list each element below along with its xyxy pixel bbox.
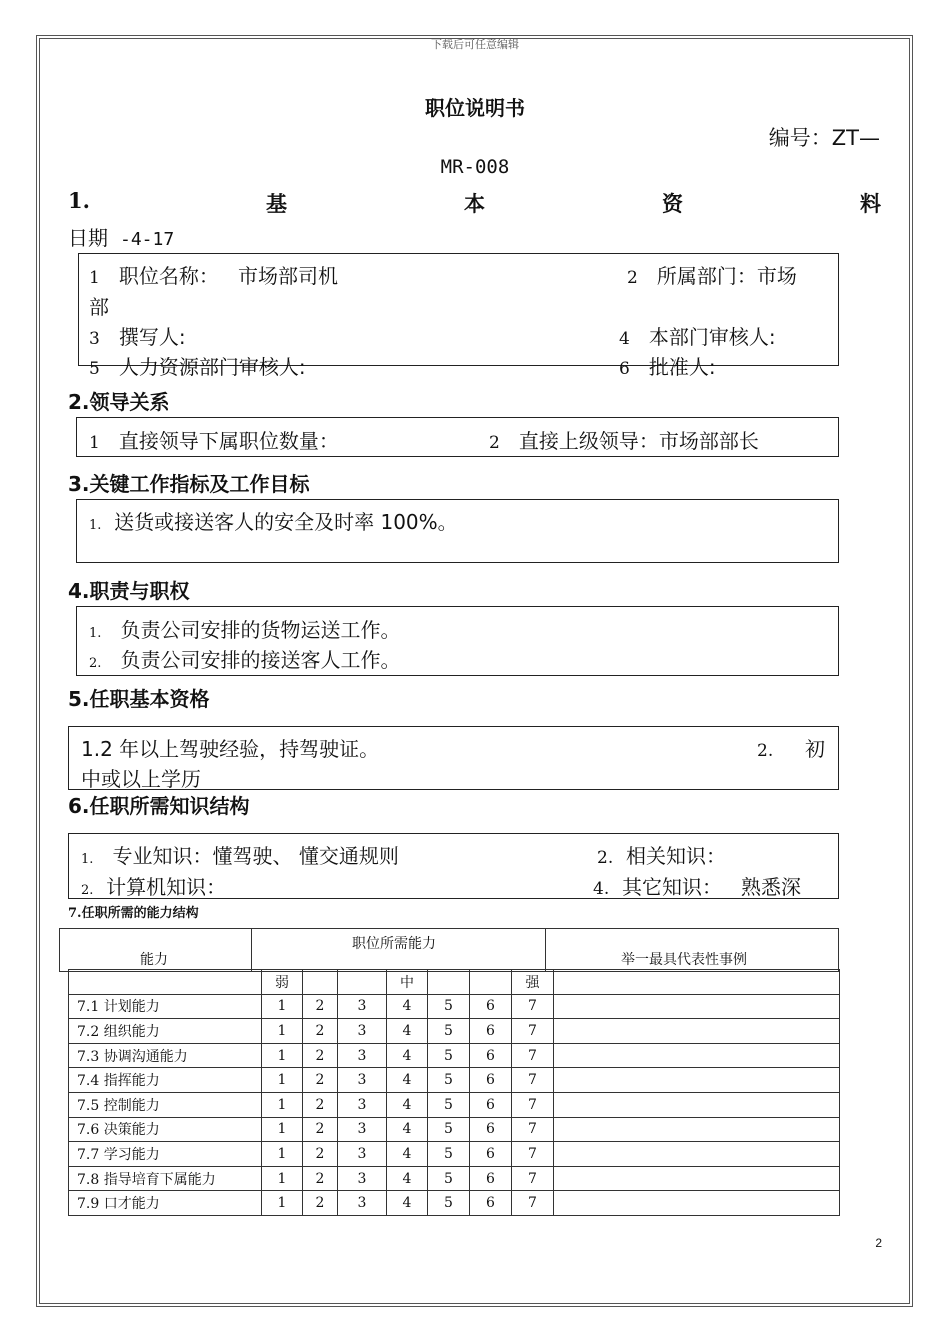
leadership-box xyxy=(76,417,839,457)
level-cell: 4 xyxy=(387,1191,428,1216)
scale-label xyxy=(338,970,387,995)
example-cell xyxy=(554,1191,840,1216)
example-cell xyxy=(554,1142,840,1167)
level-cell: 7 xyxy=(512,1166,554,1191)
section1-char-2: 本 xyxy=(464,192,485,216)
ability-name: 7.5 控制能力 xyxy=(69,1092,262,1117)
level-cell: 6 xyxy=(470,994,512,1019)
scale-label: 强 xyxy=(512,970,554,995)
level-cell: 7 xyxy=(512,1068,554,1093)
scale-label xyxy=(303,970,338,995)
level-cell: 5 xyxy=(428,1117,470,1142)
basic-item-6: 6 批准人: xyxy=(619,355,716,379)
level-cell: 4 xyxy=(387,1043,428,1068)
ability-row xyxy=(69,1043,840,1068)
level-cell: 2 xyxy=(303,994,338,1019)
qualification-item-2-cont: 中或以上学历 xyxy=(81,767,201,791)
level-cell: 1 xyxy=(262,1142,303,1167)
level-cell: 2 xyxy=(303,1117,338,1142)
document-title: 职位说明书 xyxy=(425,96,525,120)
qualification-item-2: 2. 初 xyxy=(757,737,826,761)
level-cell: 3 xyxy=(338,1068,387,1093)
level-cell: 1 xyxy=(262,1043,303,1068)
ability-name: 7.3 协调沟通能力 xyxy=(69,1043,262,1068)
level-cell: 2 xyxy=(303,1191,338,1216)
section1-char-3: 资 xyxy=(662,192,683,216)
example-cell xyxy=(554,1166,840,1191)
basic-item-1: 1 职位名称： 市场部司机 xyxy=(89,264,338,288)
level-cell: 2 xyxy=(303,1166,338,1191)
level-cell: 7 xyxy=(512,994,554,1019)
position-name-value: 市场部司机 xyxy=(237,264,338,288)
knowledge-item-1: 1. 专业知识：懂驾驶、 懂交通规则 xyxy=(81,844,399,868)
ability-name: 7.2 组织能力 xyxy=(69,1019,262,1044)
level-cell: 4 xyxy=(387,1092,428,1117)
section1-char-4: 料 xyxy=(860,192,881,216)
level-cell: 6 xyxy=(470,1092,512,1117)
ability-table xyxy=(68,969,840,1216)
level-cell: 2 xyxy=(303,1092,338,1117)
section1-char-1: 基 xyxy=(266,192,287,216)
basic-info-box xyxy=(78,253,839,379)
level-cell: 5 xyxy=(428,1043,470,1068)
level-cell: 4 xyxy=(387,1166,428,1191)
ability-header-label: 能力 xyxy=(140,952,168,968)
required-header-cell xyxy=(251,928,546,972)
level-cell: 6 xyxy=(470,1068,512,1093)
level-cell: 4 xyxy=(387,1068,428,1093)
level-cell: 6 xyxy=(470,1043,512,1068)
level-cell: 4 xyxy=(387,1142,428,1167)
level-cell: 2 xyxy=(303,1043,338,1068)
example-cell xyxy=(554,1043,840,1068)
date-value: -4-17 xyxy=(120,229,175,250)
level-cell: 6 xyxy=(470,1019,512,1044)
scale-row xyxy=(69,970,840,995)
ability-name: 7.9 口才能力 xyxy=(69,1191,262,1216)
level-cell: 6 xyxy=(470,1166,512,1191)
date-row xyxy=(68,222,174,251)
knowledge-box xyxy=(68,833,839,899)
level-cell: 5 xyxy=(428,1166,470,1191)
qualification-box xyxy=(68,726,839,790)
basic-item-2-cont: 部 xyxy=(89,295,109,319)
watermark-text: 下载后可任意编辑 xyxy=(431,38,519,51)
level-cell: 5 xyxy=(428,1191,470,1216)
level-cell: 2 xyxy=(303,1068,338,1093)
ability-row xyxy=(69,1166,840,1191)
ability-row xyxy=(69,1191,840,1216)
level-cell: 7 xyxy=(512,1092,554,1117)
leadership-item-1: 1 直接领导下属职位数量： xyxy=(89,429,339,453)
ability-name: 7.7 学习能力 xyxy=(69,1142,262,1167)
level-cell: 1 xyxy=(262,1019,303,1044)
scale-label xyxy=(428,970,470,995)
document-code-label: 编号：ZT— xyxy=(768,126,880,150)
example-cell xyxy=(554,1092,840,1117)
example-header-label: 举一最具代表性事例 xyxy=(621,952,747,968)
basic-item-3: 3 撰写人: xyxy=(89,325,186,349)
duty-item: 1. 负责公司安排的货物运送工作。 xyxy=(89,618,401,642)
level-cell: 4 xyxy=(387,994,428,1019)
section2-title: 2.领导关系 xyxy=(68,390,170,414)
ability-name: 7.8 指导培育下属能力 xyxy=(69,1166,262,1191)
section7-title: 7.任职所需的能力结构 xyxy=(68,906,199,921)
ability-row xyxy=(69,1068,840,1093)
kpi-box xyxy=(76,499,839,563)
ability-row xyxy=(69,1019,840,1044)
level-cell: 6 xyxy=(470,1142,512,1167)
basic-item-5: 5 人力资源部门审核人: xyxy=(89,355,306,379)
level-cell: 5 xyxy=(428,1019,470,1044)
level-cell: 3 xyxy=(338,1166,387,1191)
duty-item: 2. 负责公司安排的接送客人工作。 xyxy=(89,648,401,672)
example-cell xyxy=(554,1117,840,1142)
scale-label: 中 xyxy=(387,970,428,995)
ability-row xyxy=(69,1117,840,1142)
level-cell: 3 xyxy=(338,1019,387,1044)
level-cell: 2 xyxy=(303,1142,338,1167)
level-cell: 3 xyxy=(338,1117,387,1142)
level-cell: 7 xyxy=(512,1191,554,1216)
qualification-item-1: 1.2 年以上驾驶经验，持驾驶证。 xyxy=(81,737,380,761)
level-cell: 1 xyxy=(262,1166,303,1191)
level-cell: 3 xyxy=(338,1142,387,1167)
level-cell: 7 xyxy=(512,1142,554,1167)
section1-number: 1. xyxy=(68,188,90,213)
example-cell xyxy=(554,970,840,995)
knowledge-item-4: 4. 其它知识： 熟悉深 xyxy=(593,875,802,899)
level-cell: 5 xyxy=(428,1142,470,1167)
document-code-value: MR-008 xyxy=(440,156,510,178)
ability-name: 7.1 计划能力 xyxy=(69,994,262,1019)
level-cell: 4 xyxy=(387,1019,428,1044)
knowledge-item-2: 2. 相关知识： xyxy=(597,844,726,868)
scale-label xyxy=(470,970,512,995)
level-cell: 1 xyxy=(262,1191,303,1216)
scale-label: 弱 xyxy=(262,970,303,995)
level-cell: 3 xyxy=(338,1043,387,1068)
level-cell: 7 xyxy=(512,1043,554,1068)
level-cell: 1 xyxy=(262,1092,303,1117)
example-cell xyxy=(554,1019,840,1044)
leadership-item-2: 2 直接上级领导：市场部部长 xyxy=(489,429,759,453)
kpi-item-1: 1. 送货或接送客人的安全及时率 100%。 xyxy=(89,510,458,534)
example-cell xyxy=(554,1068,840,1093)
level-cell: 5 xyxy=(428,1092,470,1117)
ability-header-cell xyxy=(59,928,252,972)
level-cell: 2 xyxy=(303,1019,338,1044)
level-cell: 1 xyxy=(262,1068,303,1093)
date-label: 日期 xyxy=(68,226,108,250)
level-cell: 1 xyxy=(262,994,303,1019)
level-cell: 5 xyxy=(428,1068,470,1093)
level-cell: 4 xyxy=(387,1117,428,1142)
ability-name: 7.6 决策能力 xyxy=(69,1117,262,1142)
level-cell: 6 xyxy=(470,1191,512,1216)
level-cell: 6 xyxy=(470,1117,512,1142)
page-number: 2 xyxy=(875,1236,882,1250)
level-cell: 3 xyxy=(338,994,387,1019)
section4-title: 4.职责与职权 xyxy=(68,579,190,603)
scale-blank-cell xyxy=(69,970,262,995)
example-header-cell xyxy=(545,928,839,972)
basic-item-4: 4 本部门审核人: xyxy=(619,325,776,349)
required-header-label: 职位所需能力 xyxy=(352,936,436,952)
section3-title: 3.关键工作指标及工作目标 xyxy=(68,472,310,496)
ability-row xyxy=(69,1142,840,1167)
example-cell xyxy=(554,994,840,1019)
knowledge-item-3: 2. 计算机知识： xyxy=(81,875,227,899)
ability-row xyxy=(69,1092,840,1117)
level-cell: 3 xyxy=(338,1092,387,1117)
level-cell: 1 xyxy=(262,1117,303,1142)
level-cell: 5 xyxy=(428,994,470,1019)
level-cell: 7 xyxy=(512,1117,554,1142)
level-cell: 3 xyxy=(338,1191,387,1216)
section6-title: 6.任职所需知识结构 xyxy=(68,794,250,818)
ability-row xyxy=(69,994,840,1019)
level-cell: 7 xyxy=(512,1019,554,1044)
section5-title: 5.任职基本资格 xyxy=(68,687,210,711)
basic-item-2: 2 所属部门：市场 xyxy=(627,264,797,288)
duties-box xyxy=(76,606,839,676)
ability-name: 7.4 指挥能力 xyxy=(69,1068,262,1093)
